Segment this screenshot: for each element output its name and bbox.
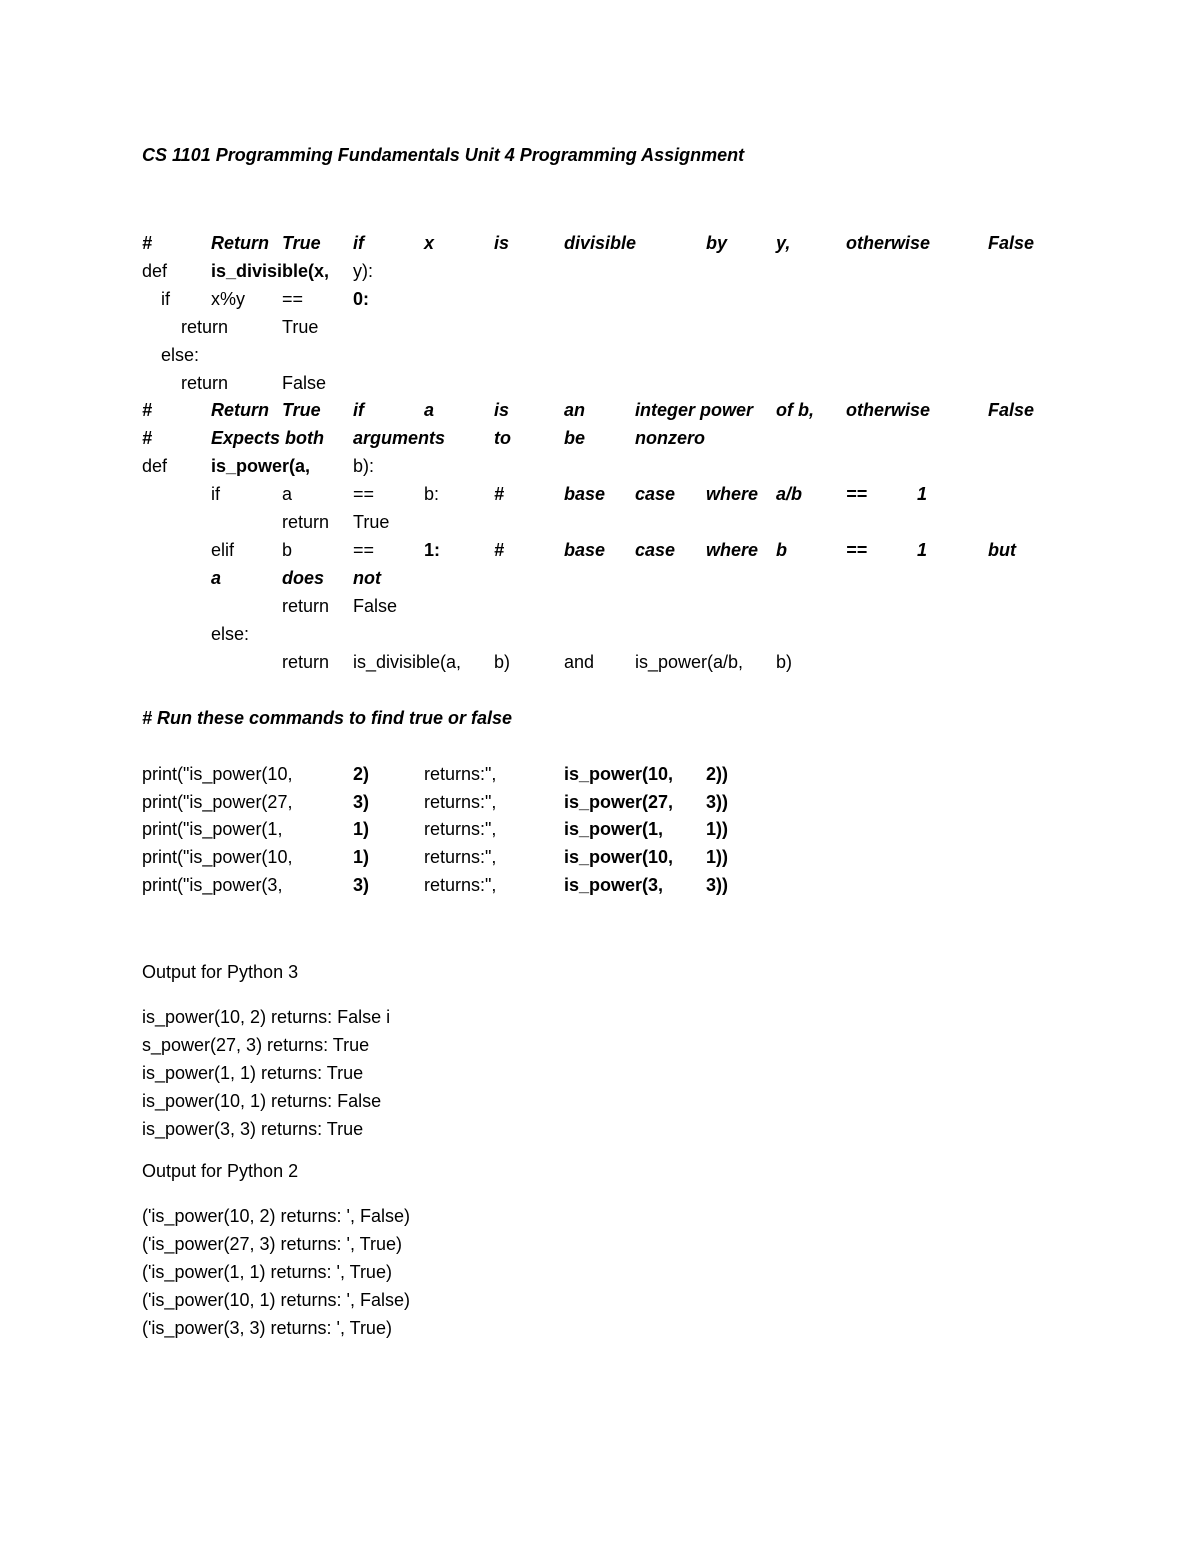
code-token: divisible	[564, 233, 637, 253]
print-line	[0, 762, 1200, 786]
code-token: a	[282, 484, 293, 504]
output-line: ('is_power(27, 3) returns: ', True)	[142, 1234, 402, 1254]
code-token: Return	[211, 400, 269, 420]
code-token: else:	[211, 624, 250, 644]
code-token: #	[494, 540, 505, 560]
output-line: ('is_power(1, 1) returns: ', True)	[142, 1262, 392, 1282]
output-line: s_power(27, 3) returns: True	[142, 1035, 370, 1055]
code-token: returns:",	[424, 764, 497, 784]
code-token: 1)	[353, 819, 370, 839]
code-token: nonzero	[635, 428, 705, 448]
code-token: arguments	[353, 428, 446, 448]
code-token: return	[181, 373, 229, 393]
code-token: x%y	[211, 289, 246, 309]
code-token: Return	[211, 233, 269, 253]
code-token: case	[635, 484, 676, 504]
code-token: 3)	[353, 875, 370, 895]
print-line	[0, 845, 1200, 869]
code-token: print("is_power(1,	[142, 819, 283, 839]
code-token: True	[282, 317, 319, 337]
code-token: if	[161, 289, 170, 309]
code-token: 3)	[353, 792, 370, 812]
code-line	[0, 371, 1200, 395]
code-token: 3))	[706, 792, 728, 812]
code-token: is_power(a/b,	[635, 652, 744, 672]
code-line	[0, 650, 1200, 674]
code-token: ==	[353, 484, 375, 504]
code-token: a	[211, 568, 222, 588]
code-token: ==	[846, 484, 868, 504]
code-token: return	[282, 512, 330, 532]
code-token: #	[142, 400, 153, 420]
code-token: is_power(a,	[211, 456, 311, 476]
code-token: y,	[776, 233, 791, 253]
code-token: otherwise	[846, 400, 931, 420]
code-token: 1	[917, 540, 928, 560]
print-line	[0, 790, 1200, 814]
code-line	[0, 538, 1200, 562]
code-token: return	[282, 596, 330, 616]
code-token: of b,	[776, 400, 814, 420]
code-token: False	[988, 400, 1035, 420]
code-token: returns:",	[424, 875, 497, 895]
code-line	[0, 622, 1200, 646]
code-token: is_divisible(x,	[211, 261, 330, 281]
code-token: by	[706, 233, 728, 253]
output-py3-block	[142, 1003, 390, 1143]
code-token: False	[282, 373, 327, 393]
code-token: b	[282, 540, 293, 560]
code-token: where	[706, 540, 759, 560]
code-token: if	[211, 484, 220, 504]
code-token: #	[142, 428, 153, 448]
output-line: ('is_power(10, 2) returns: ', False)	[142, 1206, 410, 1226]
code-line	[0, 454, 1200, 478]
code-token: return	[282, 652, 330, 672]
code-token: not	[353, 568, 381, 588]
code-token: Expects both	[211, 428, 325, 448]
code-token: 1	[917, 484, 928, 504]
code-token: True	[282, 233, 321, 253]
code-token: return	[181, 317, 229, 337]
code-token: base	[564, 540, 606, 560]
code-token: does	[282, 568, 325, 588]
code-token: b)	[494, 652, 511, 672]
code-token: b):	[353, 456, 375, 476]
output-line: ('is_power(10, 1) returns: ', False)	[142, 1290, 410, 1310]
code-token: case	[635, 540, 676, 560]
code-token: 2)	[353, 764, 370, 784]
code-token: otherwise	[846, 233, 931, 253]
code-line	[0, 482, 1200, 506]
code-token: x	[424, 233, 435, 253]
code-token: is_divisible(a,	[353, 652, 462, 672]
code-token: returns:",	[424, 847, 497, 867]
code-token: y):	[353, 261, 373, 281]
code-token: and	[564, 652, 595, 672]
output-line: is_power(10, 1) returns: False	[142, 1091, 382, 1111]
code-comment-line	[0, 231, 1200, 255]
code-token: def	[142, 261, 168, 281]
run-comment	[0, 706, 1200, 730]
code-line	[0, 287, 1200, 311]
code-token: ==	[846, 540, 868, 560]
code-token: a	[424, 400, 435, 420]
code-token: False	[353, 596, 398, 616]
code-token: ==	[282, 289, 304, 309]
code-line	[0, 343, 1200, 367]
code-token: True	[353, 512, 390, 532]
code-token: returns:",	[424, 819, 497, 839]
code-token: is_power(10,	[564, 764, 674, 784]
output-line: is_power(3, 3) returns: True	[142, 1119, 364, 1139]
code-token: base	[564, 484, 606, 504]
code-token: is	[494, 233, 510, 253]
code-token: elif	[211, 540, 235, 560]
code-token: to	[494, 428, 511, 448]
code-token: a/b	[776, 484, 803, 504]
code-token: b:	[424, 484, 440, 504]
output-py2-block	[142, 1202, 410, 1342]
code-token: #	[494, 484, 505, 504]
print-line	[0, 817, 1200, 841]
code-token: False	[988, 233, 1035, 253]
code-token: def	[142, 456, 168, 476]
code-token: is	[494, 400, 510, 420]
code-token: 1))	[706, 847, 728, 867]
code-token: is_power(3,	[564, 875, 664, 895]
code-token: # Run these commands to find true or false	[142, 708, 513, 728]
code-token: 0:	[353, 289, 370, 309]
code-comment-line	[0, 566, 1200, 590]
code-token: an	[564, 400, 586, 420]
code-token: print("is_power(10,	[142, 847, 293, 867]
code-token: print("is_power(3,	[142, 875, 283, 895]
code-token: print("is_power(27,	[142, 792, 293, 812]
code-token: print("is_power(10,	[142, 764, 293, 784]
code-token: #	[142, 233, 153, 253]
code-token: b)	[776, 652, 793, 672]
code-token: 1)	[353, 847, 370, 867]
code-token: 3))	[706, 875, 728, 895]
code-token: but	[988, 540, 1016, 560]
output-py3-heading: Output for Python 3	[142, 962, 299, 982]
code-token: is_power(1,	[564, 819, 664, 839]
code-token: where	[706, 484, 759, 504]
code-token: ==	[353, 540, 375, 560]
code-token: if	[353, 400, 364, 420]
code-token: if	[353, 233, 364, 253]
code-token: be	[564, 428, 586, 448]
output-py2-heading: Output for Python 2	[142, 1161, 299, 1181]
code-comment-line	[0, 398, 1200, 422]
code-line	[0, 594, 1200, 618]
code-comment-line	[0, 426, 1200, 450]
page-title: CS 1101 Programming Fundamentals Unit 4 Programming Assignment	[142, 145, 745, 165]
code-token: 2))	[706, 764, 728, 784]
code-token: integer power	[635, 400, 754, 420]
code-token: is_power(10,	[564, 847, 674, 867]
code-token: is_power(27,	[564, 792, 674, 812]
code-token: True	[282, 400, 321, 420]
code-line	[0, 510, 1200, 534]
code-token: else:	[161, 345, 200, 365]
code-line	[0, 259, 1200, 283]
print-line	[0, 873, 1200, 897]
output-line: is_power(10, 2) returns: False i	[142, 1007, 391, 1027]
code-token: 1:	[424, 540, 441, 560]
code-line	[0, 315, 1200, 339]
code-token: b	[776, 540, 787, 560]
code-token: 1))	[706, 819, 728, 839]
code-token: returns:",	[424, 792, 497, 812]
output-line: ('is_power(3, 3) returns: ', True)	[142, 1318, 392, 1338]
output-line: is_power(1, 1) returns: True	[142, 1063, 364, 1083]
